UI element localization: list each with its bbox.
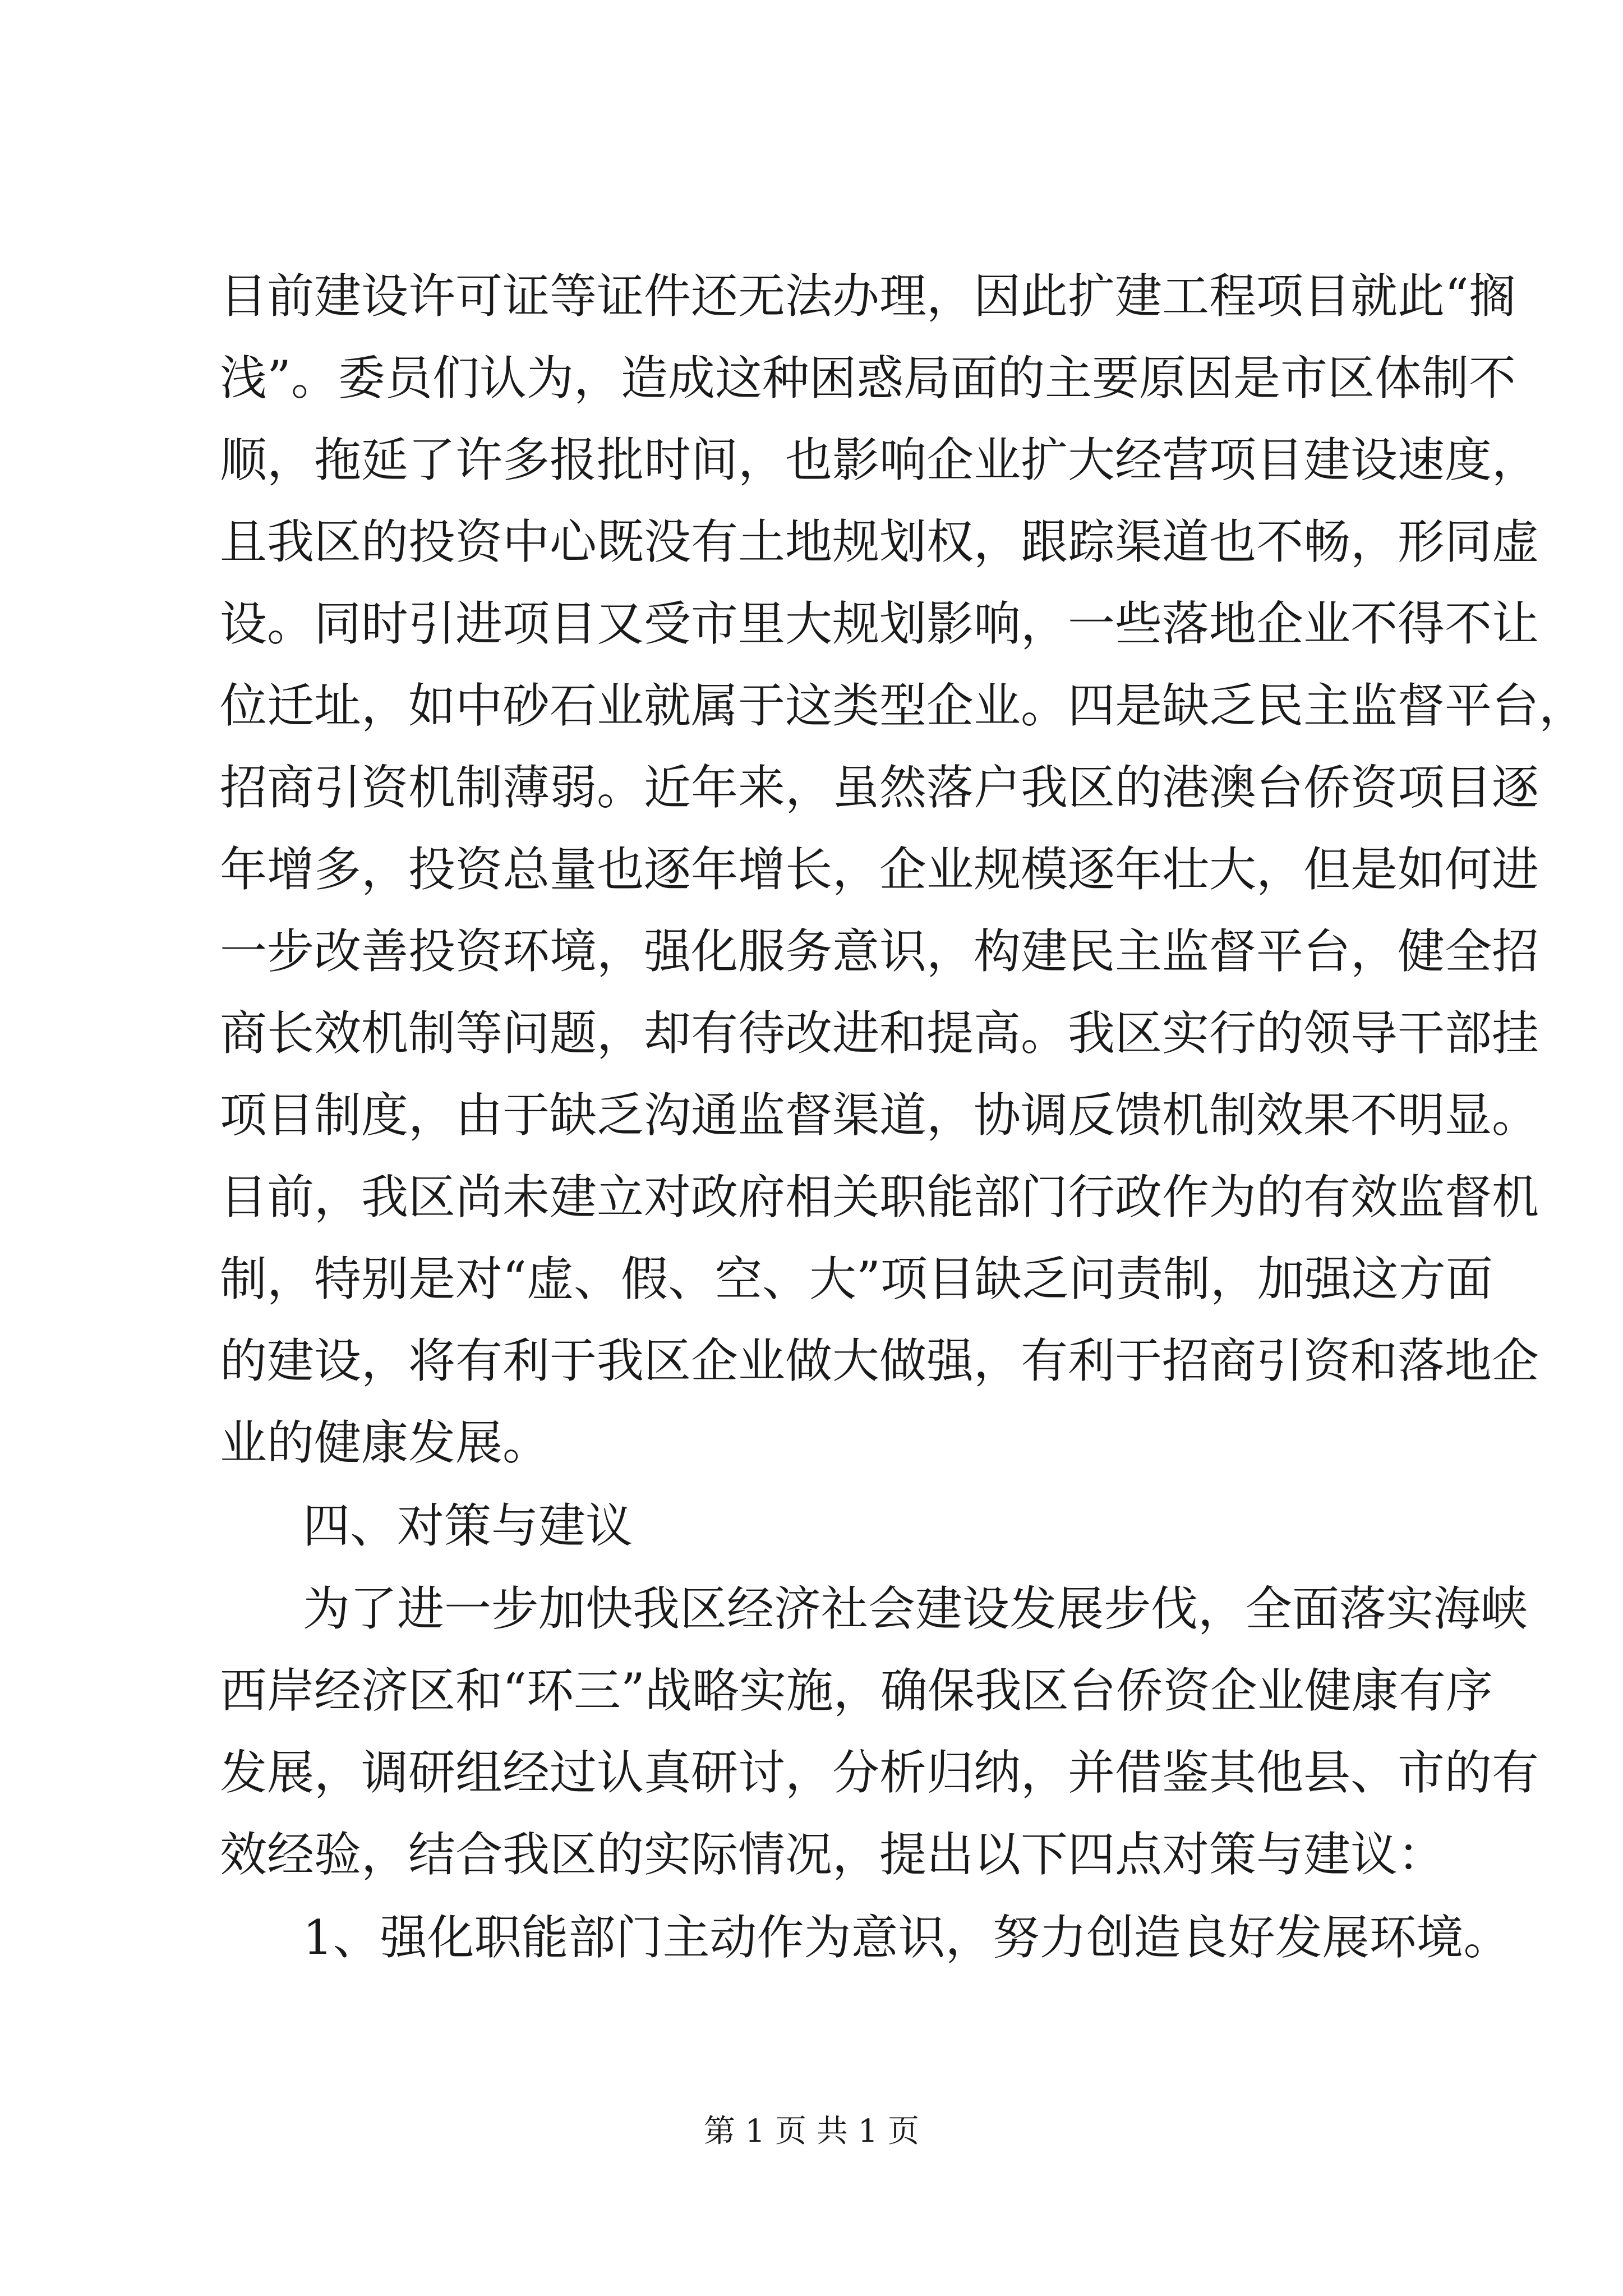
body-text-line: 且我区的投资中心既没有土地规划权，跟踪渠道也不畅，形同虚 [220, 514, 1539, 569]
body-text-line: 西岸经济区和“环三”战略实施，确保我区台侨资企业健康有序 [220, 1663, 1493, 1718]
body-text-line: 目前，我区尚未建立对政府相关职能部门行政作为的有效监督机 [220, 1170, 1539, 1225]
list-item: 1、强化职能部门主动作为意识，努力创造良好发展环境。 [303, 1910, 1511, 1965]
body-text-line: 为了进一步加快我区经济社会建设发展步伐，全面落实海峡 [303, 1581, 1528, 1636]
body-text-line: 目前建设许可证等证件还无法办理，因此扩建工程项目就此“搁 [220, 269, 1516, 324]
body-text-line: 效经验，结合我区的实际情况，提出以下四点对策与建议： [220, 1827, 1445, 1882]
body-text-line: 年增多，投资总量也逐年增长，企业规模逐年壮大，但是如何进 [220, 842, 1539, 897]
body-text-line: 设。同时引进项目又受市里大规划影响，一些落地企业不得不让 [220, 596, 1539, 651]
body-text-line: 的建设，将有利于我区企业做大做强，有利于招商引资和落地企 [220, 1333, 1539, 1388]
body-text-line: 项目制度，由于缺乏沟通监督渠道，协调反馈机制效果不明显。 [220, 1088, 1539, 1143]
section-heading: 四、对策与建议 [303, 1498, 633, 1553]
body-text-line: 商长效机制等问题，却有待改进和提高。我区实行的领导干部挂 [220, 1006, 1539, 1061]
body-text-line: 发展，调研组经过认真研讨，分析归纳，并借鉴其他县、市的有 [220, 1745, 1539, 1800]
body-text-line: 浅”。委员们认为，造成这种困惑局面的主要原因是市区体制不 [220, 351, 1516, 406]
body-text-line: 制，特别是对“虚、假、空、大”项目缺乏问责制，加强这方面 [220, 1251, 1493, 1306]
body-text-line: 一步改善投资环境，强化服务意识，构建民主监督平台，健全招 [220, 924, 1539, 979]
page-footer: 第 1 页 共 1 页 [703, 2113, 920, 2150]
body-text-line: 位迁址，如中砂石业就属于这类型企业。四是缺乏民主监督平台， [220, 678, 1587, 733]
body-text-line: 业的健康发展。 [220, 1415, 550, 1470]
body-text-line: 顺，拖延了许多报批时间，也影响企业扩大经营项目建设速度， [220, 432, 1539, 487]
body-text-line: 招商引资机制薄弱。近年来，虽然落户我区的港澳台侨资项目逐 [220, 760, 1539, 815]
